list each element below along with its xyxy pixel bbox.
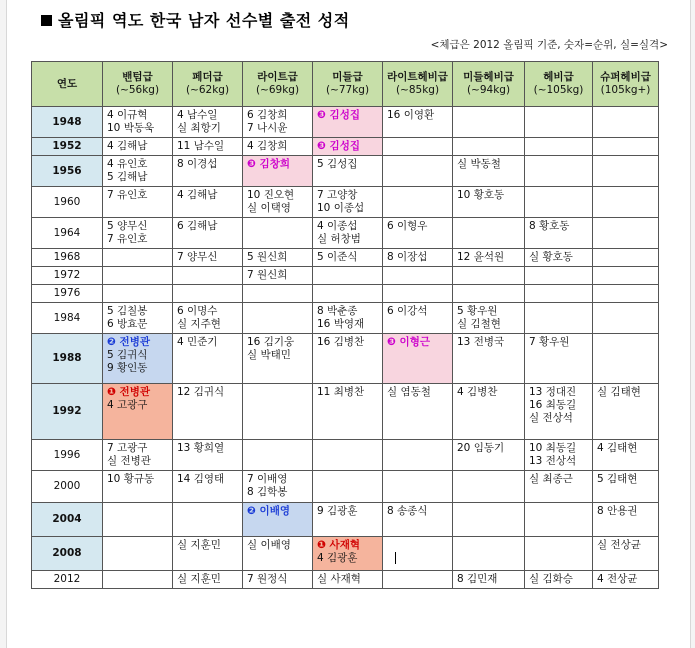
result-cell — [383, 138, 453, 156]
result-cell — [313, 334, 383, 384]
result-cell — [243, 187, 313, 218]
document-title — [41, 8, 350, 31]
athlete-result: 20 임동기 — [457, 442, 505, 454]
athlete-result: 10 이종섭 — [317, 202, 365, 214]
result-cell — [313, 156, 383, 187]
result-cell — [525, 440, 593, 471]
table-row — [32, 537, 659, 571]
athlete-result: 10 최동길 — [529, 442, 577, 454]
result-cell — [173, 187, 243, 218]
result-cell — [103, 285, 173, 303]
result-cell — [173, 440, 243, 471]
table-row — [32, 285, 659, 303]
result-cell — [453, 384, 525, 440]
year-cell: 1964 — [32, 218, 103, 249]
year-cell: 1960 — [32, 187, 103, 218]
result-cell — [243, 503, 313, 537]
table-row — [32, 303, 659, 334]
athlete-result: 8 박춘종 — [317, 305, 358, 317]
result-cell — [103, 334, 173, 384]
table-row — [32, 249, 659, 267]
result-cell — [453, 249, 525, 267]
result-cell — [383, 107, 453, 138]
athlete-result: 4 전상균 — [597, 573, 638, 585]
athlete-result: 6 이형우 — [387, 220, 428, 232]
table-row — [32, 571, 659, 589]
athlete-result: 6 김창희 — [247, 109, 288, 121]
result-cell — [525, 218, 593, 249]
result-cell — [453, 187, 525, 218]
result-cell — [525, 249, 593, 267]
year-cell: 2000 — [32, 471, 103, 503]
year-cell: 1948 — [32, 107, 103, 138]
athlete-result: ❶ 사재혁 — [317, 539, 360, 551]
athlete-result: 실 김화승 — [529, 573, 573, 585]
result-cell — [453, 440, 525, 471]
athlete-result: 4 김해남 — [107, 140, 148, 152]
result-cell — [173, 218, 243, 249]
result-cell — [383, 303, 453, 334]
column-header-label: 라이트급 — [257, 71, 298, 83]
athlete-result: 4 김광훈 — [317, 552, 358, 564]
result-cell — [173, 303, 243, 334]
athlete-result: 4 김태현 — [597, 442, 638, 454]
result-cell — [525, 537, 593, 571]
result-cell — [383, 285, 453, 303]
result-cell — [383, 471, 453, 503]
result-cell — [593, 285, 659, 303]
result-cell — [173, 571, 243, 589]
athlete-result: 실 김태현 — [597, 386, 641, 398]
result-cell — [313, 138, 383, 156]
result-cell — [243, 471, 313, 503]
athlete-result: 11 남수일 — [177, 140, 225, 152]
result-cell — [313, 267, 383, 285]
result-cell — [383, 249, 453, 267]
result-cell — [173, 334, 243, 384]
result-cell — [313, 218, 383, 249]
column-header — [103, 62, 173, 107]
year-cell: 1992 — [32, 384, 103, 440]
athlete-result: 11 최병찬 — [317, 386, 365, 398]
athlete-result: 실 박태민 — [247, 349, 291, 361]
weight-class-range: (~56kg) — [115, 84, 160, 96]
athlete-result: ❷ 전병관 — [107, 336, 150, 348]
year-cell: 1988 — [32, 334, 103, 384]
athlete-result: 14 김영태 — [177, 473, 225, 485]
result-cell — [383, 267, 453, 285]
result-cell — [103, 249, 173, 267]
result-cell — [243, 107, 313, 138]
result-cell — [453, 107, 525, 138]
athlete-result: 실 허창범 — [317, 233, 361, 245]
bullet-square-icon — [41, 15, 52, 26]
athlete-result: 8 이장섭 — [387, 251, 428, 263]
result-cell — [243, 267, 313, 285]
result-cell — [243, 218, 313, 249]
result-cell — [103, 384, 173, 440]
athlete-result: 16 박영재 — [317, 318, 365, 330]
athlete-result: 12 윤석원 — [457, 251, 505, 263]
column-header-label: 연도 — [56, 77, 78, 90]
legend-note: <체급은 2012 올림픽 기준, 숫자=순위, 실=실격> — [430, 39, 668, 51]
result-cell — [313, 187, 383, 218]
cursor-line — [387, 552, 448, 565]
result-cell — [103, 107, 173, 138]
athlete-result: 7 유인호 — [107, 189, 148, 201]
table-row — [32, 503, 659, 537]
result-cell — [525, 156, 593, 187]
weight-class-range: (~62kg) — [185, 84, 230, 96]
table-row — [32, 156, 659, 187]
result-cell — [313, 440, 383, 471]
year-cell: 2012 — [32, 571, 103, 589]
athlete-result: 8 김민재 — [457, 573, 498, 585]
result-cell — [383, 571, 453, 589]
column-header-label: 라이트 — [387, 71, 418, 83]
result-cell — [103, 218, 173, 249]
table-row — [32, 384, 659, 440]
result-cell — [383, 187, 453, 218]
result-cell — [453, 285, 525, 303]
athlete-result: 9 김광훈 — [317, 505, 358, 517]
athlete-result: 실 전상균 — [597, 539, 641, 551]
athlete-result: 7 원정식 — [247, 573, 288, 585]
result-cell — [383, 440, 453, 471]
athlete-result: 6 이명수 — [177, 305, 218, 317]
result-cell — [593, 107, 659, 138]
result-cell — [243, 138, 313, 156]
column-header — [313, 62, 383, 107]
column-header-label: 헤비급 — [483, 71, 514, 83]
athlete-result: 4 이종섭 — [317, 220, 358, 232]
result-cell — [593, 334, 659, 384]
athlete-result: 7 황우원 — [529, 336, 570, 348]
weight-class-range: (~69kg) — [255, 84, 300, 96]
column-header — [383, 62, 453, 107]
athlete-result: 실 지훈민 — [177, 573, 221, 585]
year-cell: 1976 — [32, 285, 103, 303]
column-header-label: 미들 — [463, 71, 484, 83]
athlete-result: 실 황호동 — [529, 251, 573, 263]
athlete-result: 5 원신희 — [247, 251, 288, 263]
athlete-result: 5 김성집 — [317, 158, 358, 170]
athlete-result: 13 전상석 — [529, 455, 577, 467]
athlete-result: 7 고광구 — [107, 442, 148, 454]
athlete-result: 실 최항기 — [177, 122, 221, 134]
result-cell — [103, 471, 173, 503]
result-cell — [173, 267, 243, 285]
result-cell — [243, 285, 313, 303]
result-cell — [313, 384, 383, 440]
athlete-result: 5 김귀식 — [107, 349, 148, 361]
athlete-result: 4 남수일 — [177, 109, 218, 121]
athlete-result: 실 김철현 — [457, 318, 501, 330]
result-cell — [173, 285, 243, 303]
result-cell — [593, 571, 659, 589]
result-cell — [103, 138, 173, 156]
athlete-result: 7 나시윤 — [247, 122, 288, 134]
result-cell — [383, 503, 453, 537]
result-cell — [453, 267, 525, 285]
result-cell — [593, 471, 659, 503]
year-cell: 2004 — [32, 503, 103, 537]
year-cell: 1952 — [32, 138, 103, 156]
athlete-result: 4 김창희 — [247, 140, 288, 152]
weight-class-range: (~85kg) — [395, 84, 440, 96]
table-row — [32, 138, 659, 156]
result-cell — [593, 218, 659, 249]
result-cell — [173, 107, 243, 138]
athlete-result: 16 김병찬 — [317, 336, 365, 348]
column-header — [173, 62, 243, 107]
result-cell — [453, 571, 525, 589]
athlete-result: 5 양무신 — [107, 220, 148, 232]
result-cell — [525, 334, 593, 384]
year-cell: 1972 — [32, 267, 103, 285]
athlete-result: 13 전병국 — [457, 336, 505, 348]
table-body — [32, 107, 659, 589]
result-cell — [525, 138, 593, 156]
athlete-result: 실 염동철 — [387, 386, 431, 398]
table-row — [32, 471, 659, 503]
result-cell — [383, 156, 453, 187]
athlete-result: 실 전상석 — [529, 412, 573, 424]
result-cell — [173, 503, 243, 537]
athlete-result: 5 김태현 — [597, 473, 638, 485]
column-header-label: 페더급 — [192, 71, 223, 83]
result-cell — [525, 384, 593, 440]
result-cell — [593, 503, 659, 537]
athlete-result: 7 고양창 — [317, 189, 358, 201]
athlete-result: 16 이영환 — [387, 109, 435, 121]
athlete-result: ❸ 이형근 — [387, 336, 430, 348]
column-header-label: 밴텀급 — [122, 71, 153, 83]
athlete-result: ❸ 김성집 — [317, 109, 360, 121]
weight-class-range: (~105kg) — [533, 84, 584, 96]
column-header — [32, 62, 103, 107]
athlete-result: 6 방효문 — [107, 318, 148, 330]
athlete-result: ❷ 이배영 — [247, 505, 290, 517]
athlete-result: 6 김해남 — [177, 220, 218, 232]
column-header — [525, 62, 593, 107]
result-cell — [525, 187, 593, 218]
result-cell — [525, 303, 593, 334]
result-cell — [453, 334, 525, 384]
athlete-result: 5 황우원 — [457, 305, 498, 317]
result-cell — [103, 440, 173, 471]
athlete-result: 9 황인동 — [107, 362, 148, 374]
result-cell — [313, 571, 383, 589]
athlete-result: 4 유인호 — [107, 158, 148, 170]
athlete-result: 7 이배영 — [247, 473, 288, 485]
athlete-result: 10 황규동 — [107, 473, 155, 485]
column-header — [593, 62, 659, 107]
result-cell — [243, 303, 313, 334]
athlete-result: ❶ 전병관 — [107, 386, 150, 398]
athlete-result: 4 이규혁 — [107, 109, 148, 121]
athlete-result: 8 이경섭 — [177, 158, 218, 170]
result-cell — [313, 537, 383, 571]
result-cell — [313, 503, 383, 537]
result-cell — [313, 249, 383, 267]
result-cell — [383, 334, 453, 384]
athlete-result: 실 최종근 — [529, 473, 573, 485]
weight-class-range: (~77kg) — [325, 84, 370, 96]
column-header-label: 슈퍼 — [600, 71, 621, 83]
table-row — [32, 267, 659, 285]
column-header-label: 헤비급 — [543, 71, 574, 83]
table-row — [32, 334, 659, 384]
result-cell — [593, 384, 659, 440]
athlete-result: 4 민준기 — [177, 336, 218, 348]
result-cell — [453, 303, 525, 334]
athlete-result: 10 박동욱 — [107, 122, 155, 134]
athlete-result: 10 황호동 — [457, 189, 505, 201]
athlete-result: 13 정대진 — [529, 386, 577, 398]
year-cell: 1956 — [32, 156, 103, 187]
athlete-result: ❸ 김창희 — [247, 158, 290, 170]
result-cell — [383, 384, 453, 440]
athlete-result: 실 지훈민 — [177, 539, 221, 551]
result-cell — [243, 249, 313, 267]
year-cell: 1968 — [32, 249, 103, 267]
table-row — [32, 218, 659, 249]
result-cell — [173, 138, 243, 156]
year-cell: 2008 — [32, 537, 103, 571]
result-cell — [453, 218, 525, 249]
athlete-result: 실 지주현 — [177, 318, 221, 330]
table-header — [32, 62, 659, 107]
result-cell — [103, 571, 173, 589]
result-cell — [243, 571, 313, 589]
result-cell — [313, 107, 383, 138]
result-cell — [383, 537, 453, 571]
result-cell — [103, 537, 173, 571]
athlete-result: 4 김해남 — [177, 189, 218, 201]
athlete-result: 실 사재혁 — [317, 573, 361, 585]
result-cell — [103, 503, 173, 537]
result-cell — [593, 267, 659, 285]
result-cell — [313, 303, 383, 334]
result-cell — [103, 187, 173, 218]
athlete-result: 16 최동길 — [529, 399, 577, 411]
column-header — [453, 62, 525, 107]
athlete-result: 실 전병관 — [107, 455, 151, 467]
athlete-result: 12 김귀식 — [177, 386, 225, 398]
result-cell — [525, 285, 593, 303]
result-cell — [173, 384, 243, 440]
result-cell — [243, 440, 313, 471]
result-cell — [173, 156, 243, 187]
result-cell — [453, 156, 525, 187]
result-cell — [593, 440, 659, 471]
table-row — [32, 440, 659, 471]
table-row — [32, 187, 659, 218]
athlete-result: 8 황호동 — [529, 220, 570, 232]
result-cell — [313, 285, 383, 303]
table-row — [32, 107, 659, 138]
athlete-result: 5 김해남 — [107, 171, 148, 183]
result-cell — [453, 471, 525, 503]
result-cell — [313, 471, 383, 503]
result-cell — [593, 249, 659, 267]
result-cell — [593, 156, 659, 187]
column-header-label: 미들급 — [332, 71, 363, 83]
athlete-result: 4 고광구 — [107, 399, 148, 411]
result-cell — [243, 537, 313, 571]
result-cell — [453, 503, 525, 537]
result-cell — [173, 249, 243, 267]
athlete-result: 16 김기웅 — [247, 336, 295, 348]
column-header — [243, 62, 313, 107]
athlete-result: 13 황희열 — [177, 442, 225, 454]
year-cell: 1996 — [32, 440, 103, 471]
result-cell — [453, 537, 525, 571]
result-cell — [593, 303, 659, 334]
athlete-result: 7 양무신 — [177, 251, 218, 263]
athlete-result: 6 이강석 — [387, 305, 428, 317]
result-cell — [525, 107, 593, 138]
result-cell — [593, 187, 659, 218]
athlete-result: 5 이준식 — [317, 251, 358, 263]
column-header-label: 헤비급 — [620, 71, 651, 83]
weight-class-range: (105kg+) — [600, 84, 651, 96]
athlete-result: 5 김칠봉 — [107, 305, 148, 317]
text-cursor — [395, 552, 396, 564]
result-cell — [103, 156, 173, 187]
result-cell — [593, 138, 659, 156]
athlete-result: 8 송종식 — [387, 505, 428, 517]
athlete-result: 실 박동철 — [457, 158, 501, 170]
result-cell — [525, 471, 593, 503]
result-cell — [243, 384, 313, 440]
athlete-result: 7 유인호 — [107, 233, 148, 245]
result-cell — [243, 334, 313, 384]
result-cell — [383, 218, 453, 249]
column-header-label: 헤비급 — [417, 71, 448, 83]
results-table — [31, 61, 659, 589]
athlete-result: 7 원신희 — [247, 269, 288, 281]
result-cell — [103, 303, 173, 334]
result-cell — [243, 156, 313, 187]
result-cell — [525, 571, 593, 589]
athlete-result: 4 김병찬 — [457, 386, 498, 398]
result-cell — [525, 267, 593, 285]
athlete-result: 실 이배영 — [247, 539, 291, 551]
athlete-result: ❸ 김성집 — [317, 140, 360, 152]
athlete-result: 8 안용권 — [597, 505, 638, 517]
result-cell — [103, 267, 173, 285]
result-cell — [525, 503, 593, 537]
athlete-result: 실 이택영 — [247, 202, 291, 214]
athlete-result: 8 김학봉 — [247, 486, 288, 498]
title-text: 올림픽 역도 한국 남자 선수별 출전 성적 — [58, 11, 350, 30]
athlete-result: 10 진오현 — [247, 189, 295, 201]
weight-class-range: (~94kg) — [466, 84, 511, 96]
result-cell — [173, 537, 243, 571]
result-cell — [593, 537, 659, 571]
result-cell — [453, 138, 525, 156]
year-cell: 1984 — [32, 303, 103, 334]
result-cell — [173, 471, 243, 503]
